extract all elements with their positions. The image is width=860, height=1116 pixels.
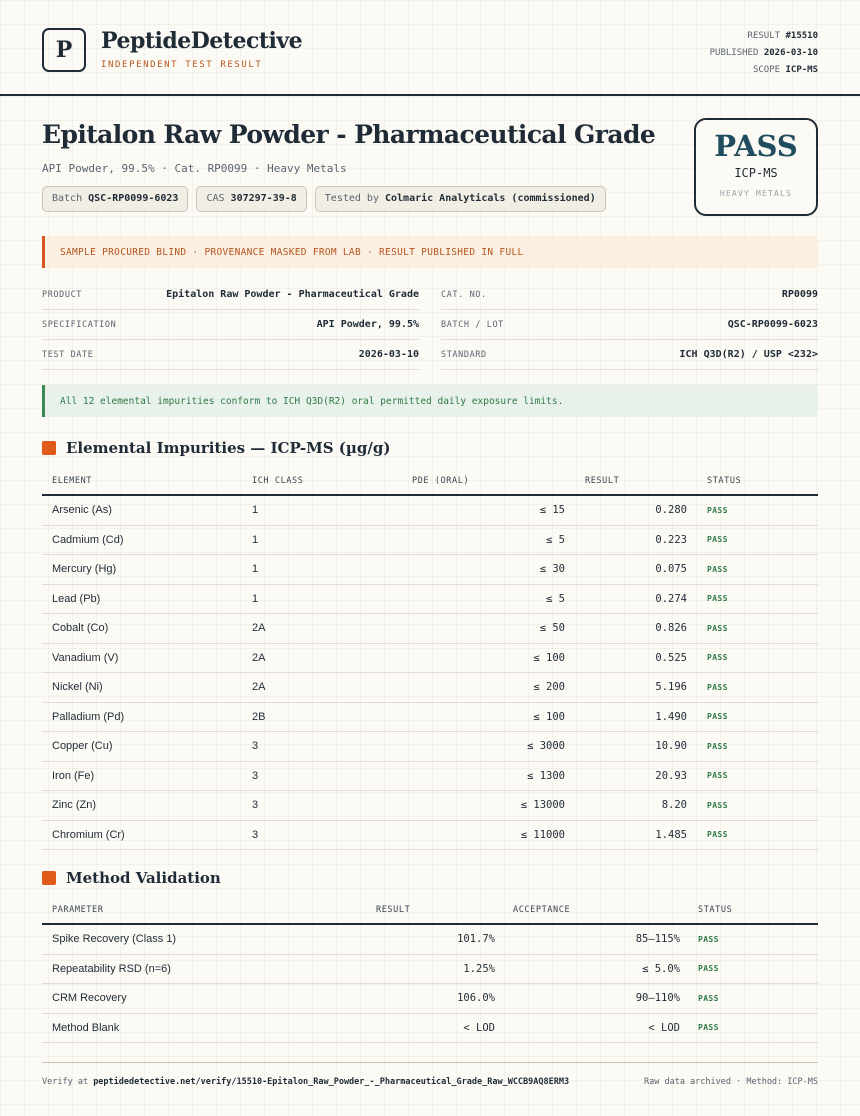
status-badge: PASS bbox=[707, 653, 728, 663]
cas-chip bbox=[196, 186, 306, 212]
table-row bbox=[42, 791, 818, 821]
scope-label: SCOPE bbox=[752, 65, 781, 75]
status-badge: PASS bbox=[707, 594, 728, 604]
element-name: Vanadium (V) bbox=[42, 643, 252, 673]
status-cell bbox=[687, 820, 818, 850]
section-marker-icon bbox=[42, 441, 56, 455]
status-badge: PASS bbox=[707, 535, 728, 545]
status-badge: PASS bbox=[707, 800, 728, 810]
element-name: Iron (Fe) bbox=[42, 761, 252, 791]
pde-limit: ≤ 50 bbox=[362, 614, 565, 644]
status-badge: PASS bbox=[698, 1023, 719, 1033]
status-cell bbox=[687, 673, 818, 703]
product-chips bbox=[42, 186, 606, 212]
detail-label: PRODUCT bbox=[42, 289, 83, 300]
status-cell bbox=[687, 584, 818, 614]
element-name: Mercury (Hg) bbox=[42, 555, 252, 585]
published-value: 2026-03-10 bbox=[763, 48, 818, 58]
result-id-line bbox=[710, 28, 818, 45]
pde-limit: ≤ 13000 bbox=[362, 791, 565, 821]
report-footer bbox=[42, 1062, 818, 1087]
pde-limit: ≤ 30 bbox=[362, 555, 565, 585]
detail-label: STANDARD bbox=[441, 349, 487, 360]
pde-limit: ≤ 11000 bbox=[362, 820, 565, 850]
conformance-notice bbox=[42, 385, 818, 417]
status-cell bbox=[687, 555, 818, 585]
ich-class: 1 bbox=[252, 495, 362, 525]
detail-label: CAT. NO. bbox=[441, 289, 487, 300]
table-row bbox=[42, 1013, 818, 1043]
result-meta bbox=[710, 28, 818, 79]
result-id-value: #15510 bbox=[785, 31, 818, 41]
column-header: PARAMETER bbox=[42, 896, 362, 924]
status-badge: PASS bbox=[707, 712, 728, 722]
table-row bbox=[42, 924, 818, 954]
column-header: STATUS bbox=[687, 467, 818, 495]
details-row bbox=[42, 280, 818, 310]
table-row bbox=[42, 495, 818, 525]
impurities-table bbox=[42, 467, 818, 850]
pde-limit: ≤ 5 bbox=[362, 525, 565, 555]
details-row bbox=[42, 340, 818, 370]
result-value: 8.20 bbox=[565, 791, 687, 821]
result-id-label: RESULT bbox=[747, 31, 781, 41]
acceptance-criteria: 90–110% bbox=[495, 984, 680, 1014]
details-grid bbox=[42, 280, 818, 370]
detail-product bbox=[42, 280, 419, 310]
status-cell bbox=[687, 495, 818, 525]
validation-result: 101.7% bbox=[362, 924, 495, 954]
ich-class: 1 bbox=[252, 525, 362, 555]
status-badge: PASS bbox=[698, 964, 719, 974]
result-value: 0.280 bbox=[565, 495, 687, 525]
pde-limit: ≤ 1300 bbox=[362, 761, 565, 791]
status-cell bbox=[687, 791, 818, 821]
validation-result: 106.0% bbox=[362, 984, 495, 1014]
detail-value: QSC-RP0099-6023 bbox=[727, 319, 818, 330]
detail-value: API Powder, 99.5% bbox=[316, 319, 419, 330]
impurities-section-title: Elemental Impurities — ICP-MS (µg/g) bbox=[66, 439, 391, 457]
report-header bbox=[0, 0, 860, 96]
element-name: Cobalt (Co) bbox=[42, 614, 252, 644]
brand-logo: P bbox=[42, 28, 86, 72]
status-cell bbox=[680, 924, 818, 954]
result-value: 0.826 bbox=[565, 614, 687, 644]
status-badge: PASS bbox=[707, 771, 728, 781]
column-header: PDE (ORAL) bbox=[362, 467, 565, 495]
detail-value: Epitalon Raw Powder - Pharmaceutical Grade bbox=[166, 289, 419, 300]
status-badge: PASS bbox=[707, 505, 728, 515]
element-name: Copper (Cu) bbox=[42, 732, 252, 762]
tested-by-chip bbox=[315, 186, 606, 212]
element-name: Palladium (Pd) bbox=[42, 702, 252, 732]
detail-batch-lot bbox=[441, 310, 818, 340]
archive-note: Raw data archived · Method: ICP-MS bbox=[644, 1077, 818, 1087]
scope-line bbox=[710, 62, 818, 79]
status-badge: PASS bbox=[707, 830, 728, 840]
chip-value: 307297-39-8 bbox=[230, 193, 297, 204]
element-name: Chromium (Cr) bbox=[42, 820, 252, 850]
acceptance-criteria: < LOD bbox=[495, 1013, 680, 1043]
status-badge: PASS bbox=[707, 564, 728, 574]
column-header: RESULT bbox=[362, 896, 495, 924]
verdict-stamp bbox=[694, 118, 818, 216]
chip-label: CAS bbox=[206, 193, 225, 204]
column-header: ELEMENT bbox=[42, 467, 252, 495]
status-cell bbox=[680, 984, 818, 1014]
acceptance-criteria: ≤ 5.0% bbox=[495, 954, 680, 984]
detail-label: BATCH / LOT bbox=[441, 319, 504, 330]
status-cell bbox=[687, 643, 818, 673]
result-value: 10.90 bbox=[565, 732, 687, 762]
ich-class: 3 bbox=[252, 820, 362, 850]
status-cell bbox=[687, 761, 818, 791]
verify-link[interactable]: peptidedetective.net/verify/15510-Epitalon_Raw_Powder_-_Pharmaceutical_Grade_Raw_WCCB9AQ8ERM3 bbox=[93, 1077, 570, 1087]
status-cell bbox=[687, 702, 818, 732]
brand-name[interactable]: PeptideDetective bbox=[101, 28, 303, 54]
detail-cat-no bbox=[441, 280, 818, 310]
status-cell bbox=[680, 954, 818, 984]
table-row bbox=[42, 820, 818, 850]
validation-section-title: Method Validation bbox=[66, 869, 221, 887]
table-row bbox=[42, 732, 818, 762]
status-badge: PASS bbox=[707, 682, 728, 692]
status-badge: PASS bbox=[698, 934, 719, 944]
impurities-table-body bbox=[42, 495, 818, 850]
status-badge: PASS bbox=[707, 741, 728, 751]
verdict-scope: HEAVY METALS bbox=[719, 189, 793, 198]
verify-line bbox=[42, 1077, 569, 1087]
detail-value: ICH Q3D(R2) / USP <232> bbox=[679, 349, 818, 360]
chip-value: QSC-RP0099-6023 bbox=[88, 193, 179, 204]
result-value: 1.490 bbox=[565, 702, 687, 732]
result-value: 1.485 bbox=[565, 820, 687, 850]
element-name: Cadmium (Cd) bbox=[42, 525, 252, 555]
scope-value: ICP-MS bbox=[785, 65, 818, 75]
table-row bbox=[42, 555, 818, 585]
element-name: Nickel (Ni) bbox=[42, 673, 252, 703]
conformance-notice-text: All 12 elemental impurities conform to ICH Q3D(R2) oral permitted daily exposure limits. bbox=[60, 395, 564, 407]
chip-value: Colmaric Analyticals (commissioned) bbox=[385, 193, 596, 204]
pde-limit: ≤ 200 bbox=[362, 673, 565, 703]
product-subtitle: API Powder, 99.5% · Cat. RP0099 · Heavy Metals bbox=[42, 162, 347, 175]
parameter-name: Method Blank bbox=[42, 1013, 362, 1043]
detail-specification bbox=[42, 310, 419, 340]
table-row bbox=[42, 584, 818, 614]
table-row bbox=[42, 984, 818, 1014]
pde-limit: ≤ 15 bbox=[362, 495, 565, 525]
status-badge: PASS bbox=[707, 623, 728, 633]
column-header: STATUS bbox=[680, 896, 818, 924]
status-cell bbox=[687, 614, 818, 644]
element-name: Lead (Pb) bbox=[42, 584, 252, 614]
result-value: 0.274 bbox=[565, 584, 687, 614]
ich-class: 3 bbox=[252, 761, 362, 791]
table-header-row bbox=[42, 896, 818, 924]
procurement-notice bbox=[42, 236, 818, 268]
result-value: 0.525 bbox=[565, 643, 687, 673]
result-value: 5.196 bbox=[565, 673, 687, 703]
validation-section-heading bbox=[42, 869, 221, 887]
ich-class: 3 bbox=[252, 791, 362, 821]
table-row bbox=[42, 954, 818, 984]
detail-label: TEST DATE bbox=[42, 349, 94, 360]
procurement-notice-text: SAMPLE PROCURED BLIND · PROVENANCE MASKED FROM LAB · RESULT PUBLISHED IN FULL bbox=[60, 246, 524, 258]
detail-label: SPECIFICATION bbox=[42, 319, 117, 330]
element-name: Arsenic (As) bbox=[42, 495, 252, 525]
ich-class: 2A bbox=[252, 643, 362, 673]
status-cell bbox=[687, 732, 818, 762]
acceptance-criteria: 85–115% bbox=[495, 924, 680, 954]
ich-class: 3 bbox=[252, 732, 362, 762]
element-name: Zinc (Zn) bbox=[42, 791, 252, 821]
table-header-row bbox=[42, 467, 818, 495]
batch-chip bbox=[42, 186, 188, 212]
ich-class: 1 bbox=[252, 555, 362, 585]
verify-label: Verify at bbox=[42, 1077, 89, 1087]
section-marker-icon bbox=[42, 871, 56, 885]
parameter-name: CRM Recovery bbox=[42, 984, 362, 1014]
result-value: 0.075 bbox=[565, 555, 687, 585]
detail-standard bbox=[441, 340, 818, 370]
parameter-name: Repeatability RSD (n=6) bbox=[42, 954, 362, 984]
verdict-text: PASS bbox=[714, 129, 798, 163]
status-badge: PASS bbox=[698, 993, 719, 1003]
table-row bbox=[42, 614, 818, 644]
pde-limit: ≤ 5 bbox=[362, 584, 565, 614]
published-label: PUBLISHED bbox=[709, 48, 759, 58]
chip-label: Tested by bbox=[324, 193, 379, 204]
column-header: RESULT bbox=[565, 467, 687, 495]
ich-class: 1 bbox=[252, 584, 362, 614]
table-row bbox=[42, 643, 818, 673]
detail-test-date bbox=[42, 340, 419, 370]
ich-class: 2A bbox=[252, 673, 362, 703]
detail-value: RP0099 bbox=[781, 289, 818, 300]
status-cell bbox=[680, 1013, 818, 1043]
validation-result: < LOD bbox=[362, 1013, 495, 1043]
status-cell bbox=[687, 525, 818, 555]
parameter-name: Spike Recovery (Class 1) bbox=[42, 924, 362, 954]
impurities-section-heading bbox=[42, 439, 390, 457]
details-row bbox=[42, 310, 818, 340]
pde-limit: ≤ 3000 bbox=[362, 732, 565, 762]
brand-tagline: INDEPENDENT TEST RESULT bbox=[101, 60, 263, 70]
validation-table bbox=[42, 896, 818, 1043]
chip-label: Batch bbox=[52, 193, 83, 204]
published-line bbox=[710, 45, 818, 62]
ich-class: 2A bbox=[252, 614, 362, 644]
result-value: 20.93 bbox=[565, 761, 687, 791]
table-row bbox=[42, 761, 818, 791]
table-row bbox=[42, 525, 818, 555]
column-header: ACCEPTANCE bbox=[495, 896, 680, 924]
verdict-method: ICP-MS bbox=[734, 166, 778, 180]
product-title: Epitalon Raw Powder - Pharmaceutical Grade bbox=[42, 120, 656, 149]
pde-limit: ≤ 100 bbox=[362, 643, 565, 673]
column-header: ICH CLASS bbox=[252, 467, 362, 495]
validation-result: 1.25% bbox=[362, 954, 495, 984]
validation-table-body bbox=[42, 924, 818, 1043]
table-row bbox=[42, 702, 818, 732]
table-row bbox=[42, 673, 818, 703]
result-value: 0.223 bbox=[565, 525, 687, 555]
ich-class: 2B bbox=[252, 702, 362, 732]
detail-value: 2026-03-10 bbox=[358, 349, 419, 360]
pde-limit: ≤ 100 bbox=[362, 702, 565, 732]
